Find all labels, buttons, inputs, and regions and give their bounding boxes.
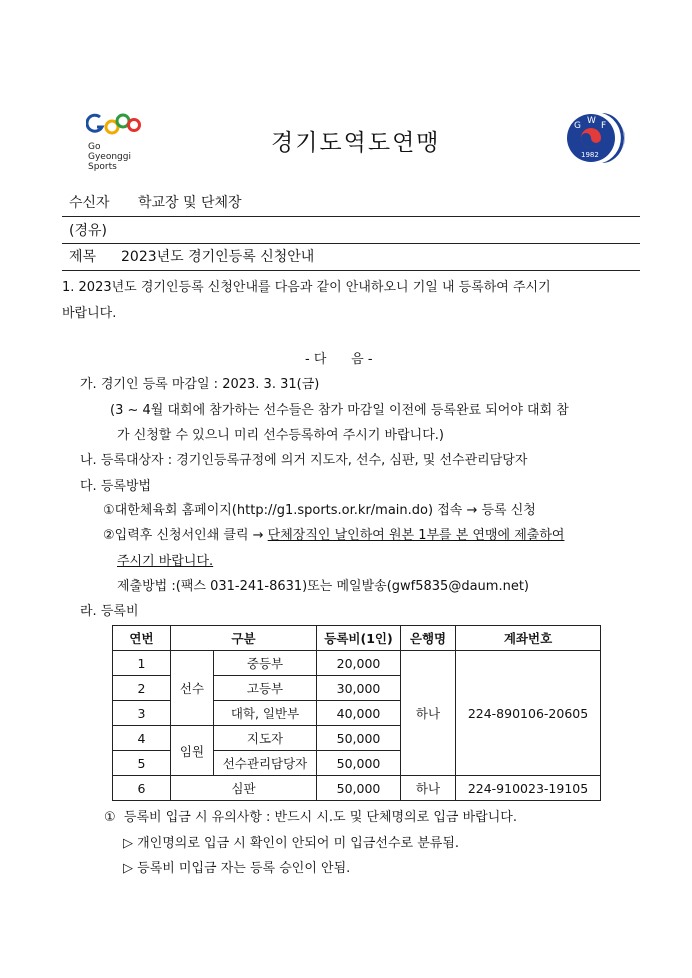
via-label: (경유): [69, 223, 107, 239]
row-type: 고등부: [214, 676, 317, 701]
referee-bank: 하나: [401, 776, 456, 801]
referee-type: 심판: [171, 776, 317, 801]
header-type: 구분: [171, 626, 317, 651]
row-no: 4: [113, 726, 171, 751]
item-da-method: 다. 등록방법: [80, 479, 152, 494]
row-fee: 30,000: [317, 676, 401, 701]
submit-method: 제출방법 :(팩스 031-241-8631)또는 메일발송(gwf5835@daum.net): [117, 579, 529, 594]
row-no: 3: [113, 701, 171, 726]
row-fee: 40,000: [317, 701, 401, 726]
row-fee: 50,000: [317, 726, 401, 751]
note-unpaid: ▷ 등록비 미입금 자는 등록 승인이 안됨.: [123, 861, 351, 876]
gwf-emblem: [562, 110, 630, 166]
logo-word-go: Go: [88, 142, 101, 152]
referee-no: 6: [113, 776, 171, 801]
row-no: 2: [113, 676, 171, 701]
fee-table: [112, 625, 601, 801]
row-fee: 20,000: [317, 651, 401, 676]
subject-label: 제목: [69, 249, 97, 265]
emblem-letter-f: F: [601, 121, 607, 131]
row-no: 1: [113, 651, 171, 676]
step-1: ①대한체육회 홈페이지(http://g1.sports.or.kr/main.do) 접속 → 등록 신청: [103, 503, 536, 518]
item-na-targets: 나. 등록대상자 : 경기인등록규정에 의거 지도자, 선수, 심판, 및 선수관리담당자: [80, 453, 528, 468]
page-title: 경기도역도연맹: [271, 130, 441, 156]
step-2-continued: 주시기 바랍니다.: [117, 554, 214, 569]
step-2-underlined: 단체장직인 날인하여 원본 1부를 본 연맹에 제출하여: [267, 528, 565, 543]
row-type: 중등부: [214, 651, 317, 676]
header-account: 계좌번호: [456, 626, 601, 651]
section-heading: - 다 음 -: [305, 352, 373, 367]
referee-account: 224-910023-19105: [456, 776, 601, 801]
emblem-year: 1982: [581, 151, 599, 159]
step-2-prefix: ②입력후 신청서인쇄 클릭 →: [103, 528, 268, 543]
divider-subject: [62, 270, 640, 271]
item-ra-fee: 라. 등록비: [80, 604, 139, 619]
note-payment-caution: ① 등록비 입금 시 유의사항 : 반드시 시.도 및 단체명의로 입금 바랍니다.: [104, 810, 517, 825]
header-no: 연번: [113, 626, 171, 651]
bank-main: 하나: [401, 651, 456, 776]
intro-line-1: 1. 2023년도 경기인등록 신청안내를 다음과 같이 안내하오니 기일 내 등록하여 주시기: [62, 280, 551, 295]
item-ga-note-2: 가 신청할 수 있으니 미리 선수등록하여 주시기 바랍니다.): [117, 428, 444, 443]
step-2: [103, 527, 564, 545]
logo-word-sports: Sports: [88, 162, 117, 172]
item-ga-deadline: 가. 경기인 등록 마감일 : 2023. 3. 31(금): [80, 377, 320, 392]
row-type: 선수관리담당자: [214, 751, 317, 776]
table-header-row: [113, 626, 601, 651]
header-fee: 등록비(1인): [317, 626, 401, 651]
table-row: [113, 651, 601, 676]
recipient-value: 학교장 및 단체장: [138, 195, 242, 211]
logo-word-gyeonggi: Gyeonggi: [88, 152, 131, 162]
gyeonggi-sports-logo-mark: [86, 108, 142, 138]
divider-recipient: [62, 216, 640, 217]
emblem-letter-w: W: [587, 116, 596, 126]
referee-fee: 50,000: [317, 776, 401, 801]
recipient-label: 수신자: [69, 195, 110, 211]
group-staff: 임원: [171, 726, 214, 776]
divider-via: [62, 243, 640, 244]
emblem-letter-g: G: [574, 121, 581, 131]
item-ga-note-1: (3 ~ 4월 대회에 참가하는 선수들은 참가 마감일 이전에 등록완료 되어야 대회 참: [110, 403, 569, 418]
subject-value: 2023년도 경기인등록 신청안내: [121, 249, 315, 265]
row-fee: 50,000: [317, 751, 401, 776]
table-row-referee: [113, 776, 601, 801]
row-type: 지도자: [214, 726, 317, 751]
row-type: 대학, 일반부: [214, 701, 317, 726]
note-personal-name: ▷ 개인명의로 입금 시 확인이 안되어 미 입금선수로 분류됨.: [123, 836, 460, 851]
header-bank: 은행명: [401, 626, 456, 651]
account-main: 224-890106-20605: [456, 651, 601, 776]
row-no: 5: [113, 751, 171, 776]
intro-line-2: 바랍니다.: [62, 306, 117, 321]
group-player: 선수: [171, 651, 214, 726]
gyeonggi-sports-logo: [86, 108, 142, 170]
